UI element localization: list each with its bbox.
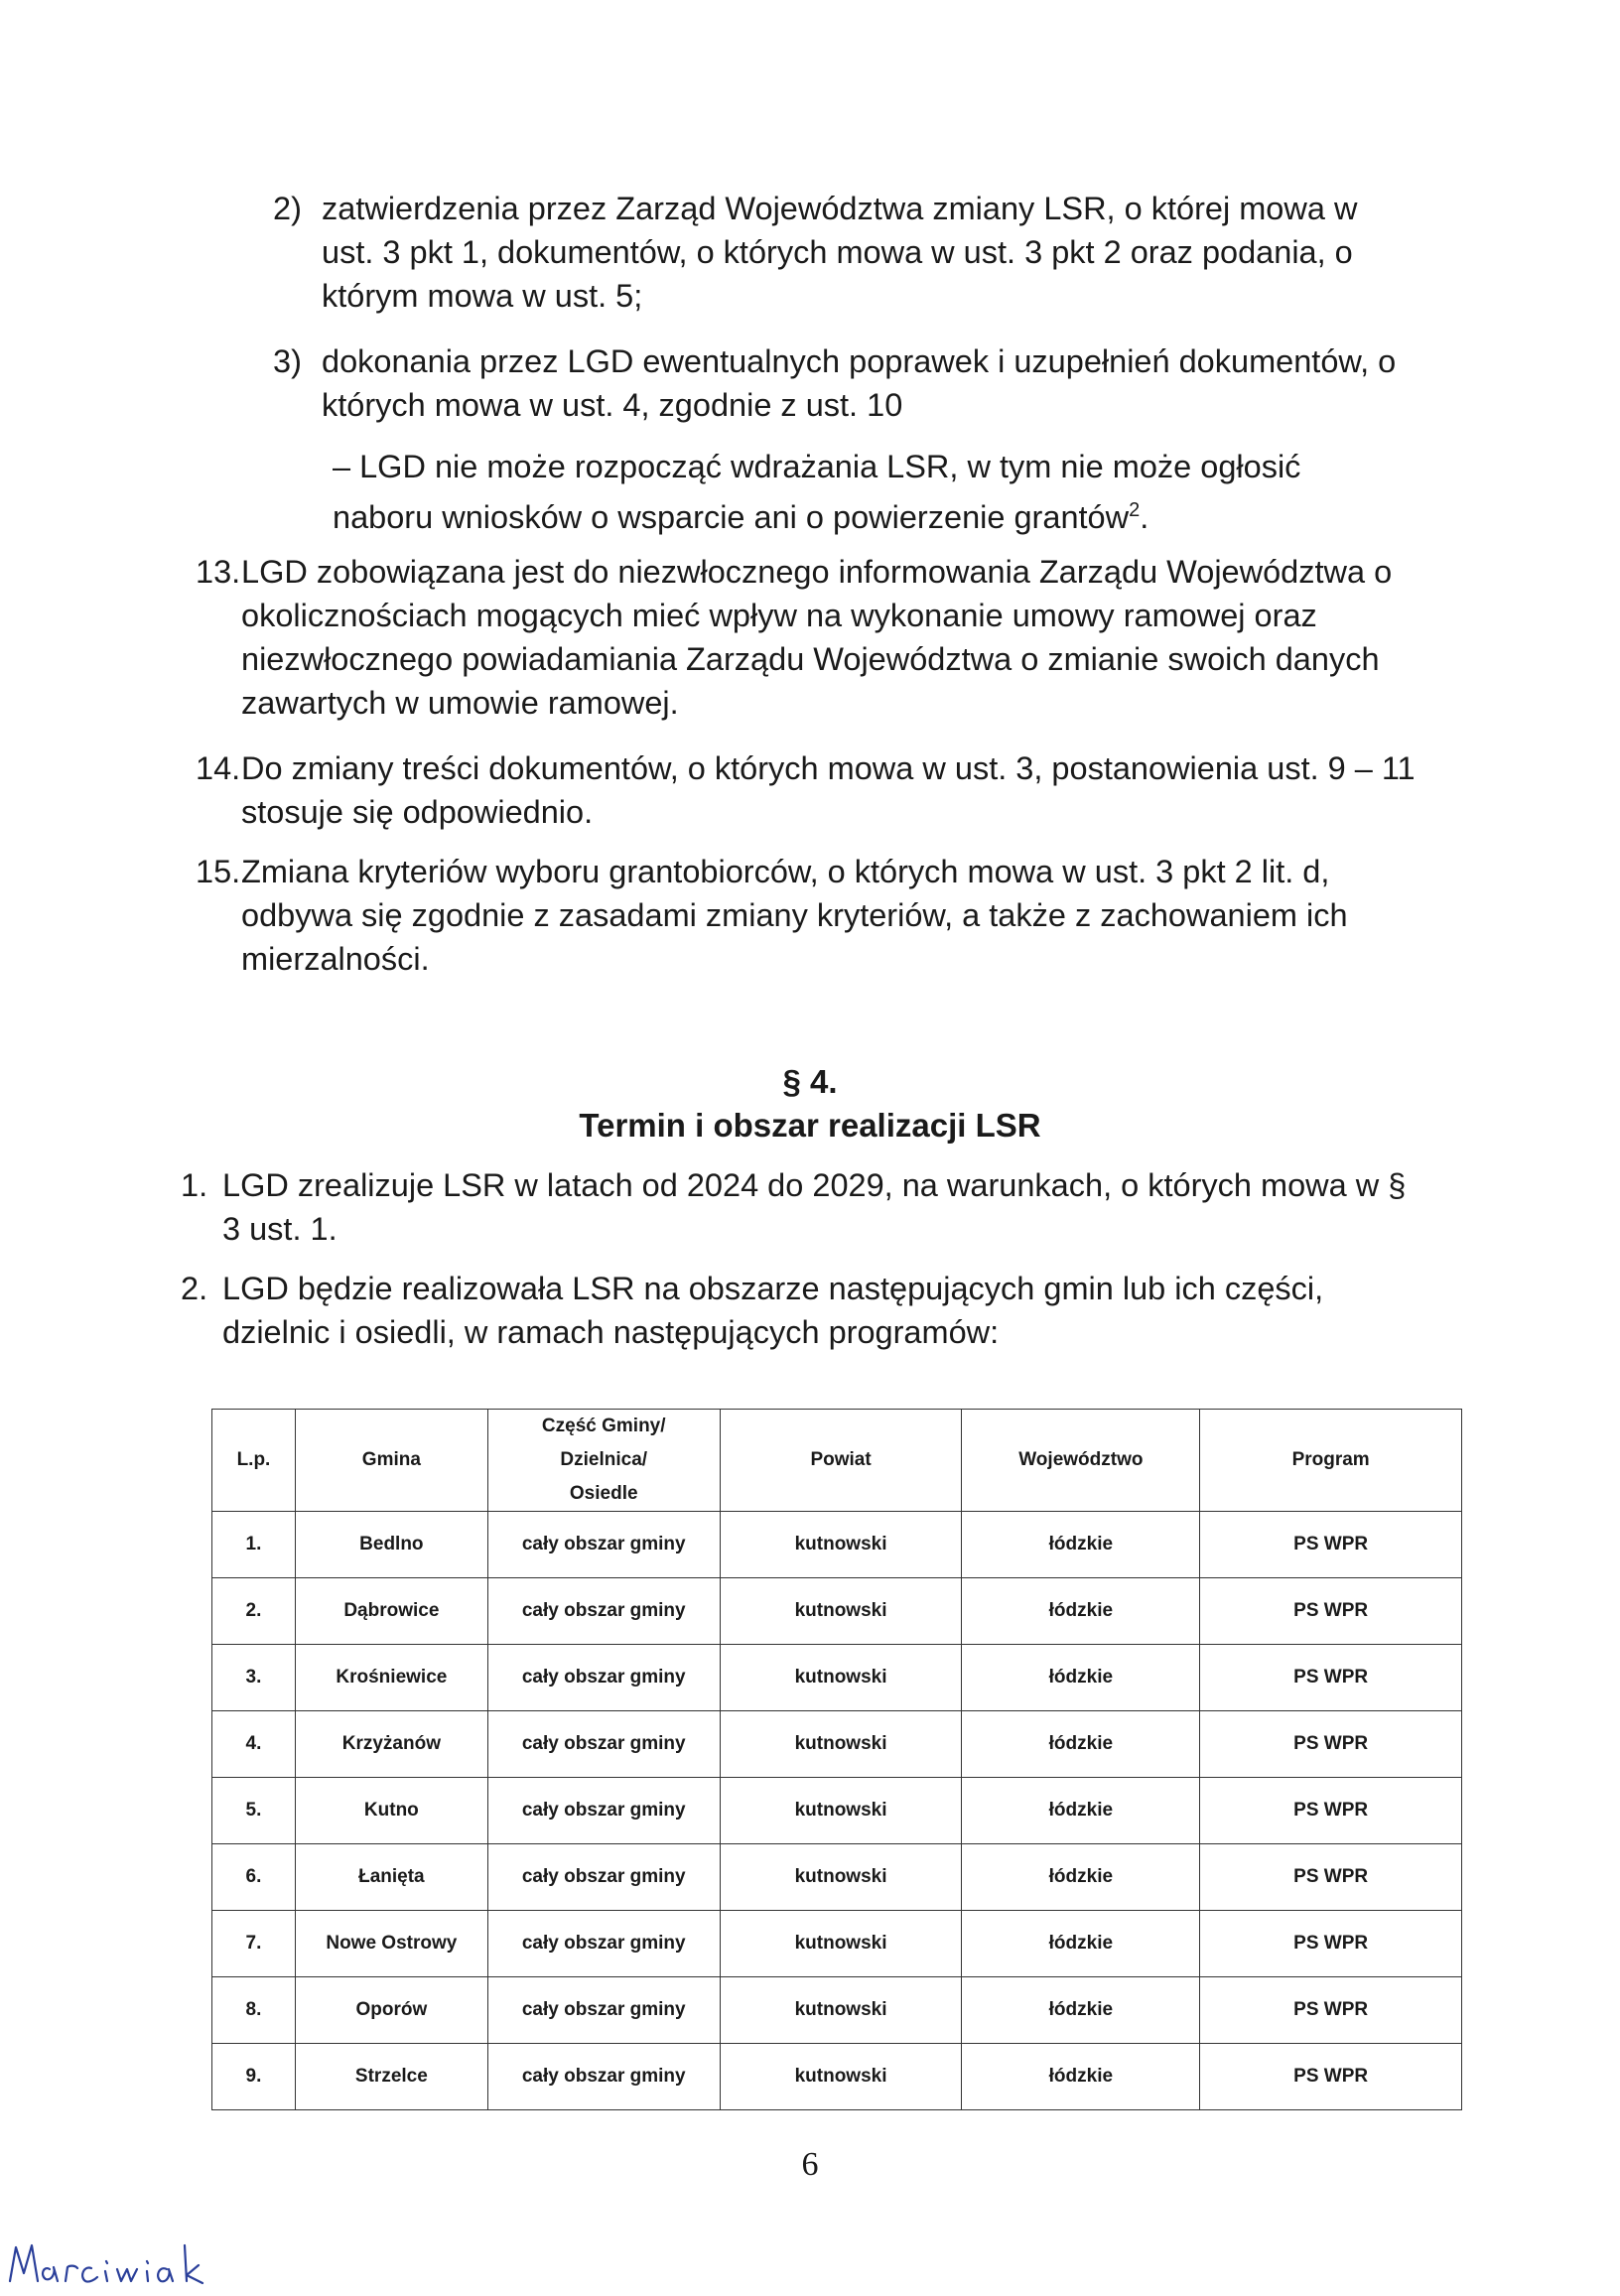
- cell-lp: 2.: [212, 1578, 296, 1645]
- paragraph-number: 13.: [196, 554, 241, 590]
- dash-note: [333, 445, 1325, 539]
- cell-gmina: Strzelce: [295, 2044, 487, 2110]
- table-row: [212, 2044, 1462, 2110]
- cell-powiat: kutnowski: [720, 1711, 962, 1778]
- cell-czesc: cały obszar gminy: [487, 1977, 720, 2044]
- municipality-table: [211, 1409, 1462, 2110]
- paragraph-13: [196, 550, 1436, 725]
- section-number: § 4.: [782, 1063, 838, 1100]
- cell-czesc: cały obszar gminy: [487, 1844, 720, 1911]
- cell-wojewodztwo: łódzkie: [962, 1778, 1200, 1844]
- cell-gmina: Łanięta: [295, 1844, 487, 1911]
- col-header-wojewodztwo: Województwo: [962, 1410, 1200, 1512]
- table-row: [212, 1911, 1462, 1977]
- list-item-2: [273, 187, 1415, 318]
- cell-wojewodztwo: łódzkie: [962, 1977, 1200, 2044]
- table-row: [212, 1711, 1462, 1778]
- cell-czesc: cały obszar gminy: [487, 2044, 720, 2110]
- cell-czesc: cały obszar gminy: [487, 1578, 720, 1645]
- section-title: Termin i obszar realizacji LSR: [579, 1107, 1041, 1144]
- cell-program: PS WPR: [1200, 1977, 1462, 2044]
- cell-gmina: Kutno: [295, 1778, 487, 1844]
- cell-wojewodztwo: łódzkie: [962, 1578, 1200, 1645]
- cell-czesc: cały obszar gminy: [487, 1645, 720, 1711]
- col-header-lp: L.p.: [212, 1410, 296, 1512]
- cell-powiat: kutnowski: [720, 1911, 962, 1977]
- section-item-number: 1.: [181, 1167, 208, 1203]
- section-item-number: 2.: [181, 1271, 208, 1306]
- paragraph-text: Zmiana kryteriów wyboru grantobiorców, o których mowa w ust. 3 pkt 2 lit. d, odbywa się zgodnie z zasadami zmiany kryteriów, a także z zachowaniem ich mierzalności.: [241, 854, 1348, 977]
- table-row: [212, 1645, 1462, 1711]
- cell-lp: 3.: [212, 1645, 296, 1711]
- cell-program: PS WPR: [1200, 1711, 1462, 1778]
- cell-gmina: Oporów: [295, 1977, 487, 2044]
- cell-gmina: Krośniewice: [295, 1645, 487, 1711]
- cell-powiat: kutnowski: [720, 1578, 962, 1645]
- cell-powiat: kutnowski: [720, 1778, 962, 1844]
- table-row: [212, 1778, 1462, 1844]
- table-row: [212, 1844, 1462, 1911]
- table-header-row: [212, 1410, 1462, 1512]
- cell-program: PS WPR: [1200, 2044, 1462, 2110]
- cell-wojewodztwo: łódzkie: [962, 1711, 1200, 1778]
- cell-wojewodztwo: łódzkie: [962, 2044, 1200, 2110]
- cell-wojewodztwo: łódzkie: [962, 1844, 1200, 1911]
- cell-powiat: kutnowski: [720, 2044, 962, 2110]
- table-row: [212, 1512, 1462, 1578]
- cell-lp: 6.: [212, 1844, 296, 1911]
- dash-note-text: – LGD nie może rozpocząć wdrażania LSR, w tym nie może ogłosić naboru wniosków o wsparcie ani o powierzenie grantów: [333, 449, 1301, 535]
- table-row: [212, 1977, 1462, 2044]
- list-text: dokonania przez LGD ewentualnych poprawek i uzupełnień dokumentów, o których mowa w ust. 4, zgodnie z ust. 10: [322, 343, 1397, 423]
- cell-program: PS WPR: [1200, 1778, 1462, 1844]
- paragraph-14: [196, 746, 1436, 834]
- cell-powiat: kutnowski: [720, 1977, 962, 2044]
- col-header-program: Program: [1200, 1410, 1462, 1512]
- list-item-3: [273, 339, 1444, 427]
- dash-note-tail: .: [1140, 498, 1149, 535]
- section-item-2: [181, 1267, 1421, 1354]
- paragraph-number: 15.: [196, 854, 241, 889]
- page-number: 6: [801, 2146, 819, 2183]
- col-header-powiat: Powiat: [720, 1410, 962, 1512]
- cell-wojewodztwo: łódzkie: [962, 1512, 1200, 1578]
- cell-gmina: Bedlno: [295, 1512, 487, 1578]
- list-text: zatwierdzenia przez Zarząd Województwa zmiany LSR, o której mowa w ust. 3 pkt 1, dokumentów, o których mowa w ust. 3 pkt 2 oraz podania, o którym mowa w ust. 5;: [322, 191, 1358, 314]
- cell-program: PS WPR: [1200, 1645, 1462, 1711]
- paragraph-text: Do zmiany treści dokumentów, o których mowa w ust. 3, postanowienia ust. 9 – 11 stosuje się odpowiednio.: [241, 750, 1416, 830]
- cell-lp: 7.: [212, 1911, 296, 1977]
- cell-program: PS WPR: [1200, 1512, 1462, 1578]
- cell-gmina: Nowe Ostrowy: [295, 1911, 487, 1977]
- cell-lp: 1.: [212, 1512, 296, 1578]
- cell-czesc: cały obszar gminy: [487, 1778, 720, 1844]
- cell-wojewodztwo: łódzkie: [962, 1645, 1200, 1711]
- cell-lp: 9.: [212, 2044, 296, 2110]
- cell-lp: 5.: [212, 1778, 296, 1844]
- section-item-1: [181, 1163, 1421, 1251]
- cell-lp: 8.: [212, 1977, 296, 2044]
- cell-powiat: kutnowski: [720, 1512, 962, 1578]
- paragraph-number: 14.: [196, 750, 241, 786]
- list-number: 3): [273, 343, 302, 379]
- section-item-text: LGD będzie realizowała LSR na obszarze następujących gmin lub ich części, dzielnic i osiedli, w ramach następujących programów:: [222, 1271, 1324, 1350]
- cell-powiat: kutnowski: [720, 1844, 962, 1911]
- cell-czesc: cały obszar gminy: [487, 1512, 720, 1578]
- cell-gmina: Dąbrowice: [295, 1578, 487, 1645]
- list-number: 2): [273, 191, 302, 226]
- section-item-text: LGD zrealizuje LSR w latach od 2024 do 2029, na warunkach, o których mowa w § 3 ust. 1.: [222, 1167, 1407, 1247]
- col-header-gmina: Gmina: [295, 1410, 487, 1512]
- paragraph-text: LGD zobowiązana jest do niezwłocznego informowania Zarządu Województwa o okolicznościach mogących mieć wpływ na wykonanie umowy ramowej oraz niezwłocznego powiadamiania Zarządu Województwa o zmianie swoich danych zawartych w umowie ramowej.: [241, 554, 1393, 721]
- cell-lp: 4.: [212, 1711, 296, 1778]
- footnote-ref: 2: [1129, 499, 1141, 521]
- table-row: [212, 1578, 1462, 1645]
- handwritten-signature: [6, 2235, 254, 2293]
- cell-program: PS WPR: [1200, 1578, 1462, 1645]
- cell-wojewodztwo: łódzkie: [962, 1911, 1200, 1977]
- cell-program: PS WPR: [1200, 1844, 1462, 1911]
- paragraph-15: [196, 850, 1407, 981]
- cell-powiat: kutnowski: [720, 1645, 962, 1711]
- col-header-czesc: Część Gminy/ Dzielnica/ Osiedle: [487, 1410, 720, 1512]
- cell-gmina: Krzyżanów: [295, 1711, 487, 1778]
- cell-czesc: cały obszar gminy: [487, 1911, 720, 1977]
- cell-program: PS WPR: [1200, 1911, 1462, 1977]
- cell-czesc: cały obszar gminy: [487, 1711, 720, 1778]
